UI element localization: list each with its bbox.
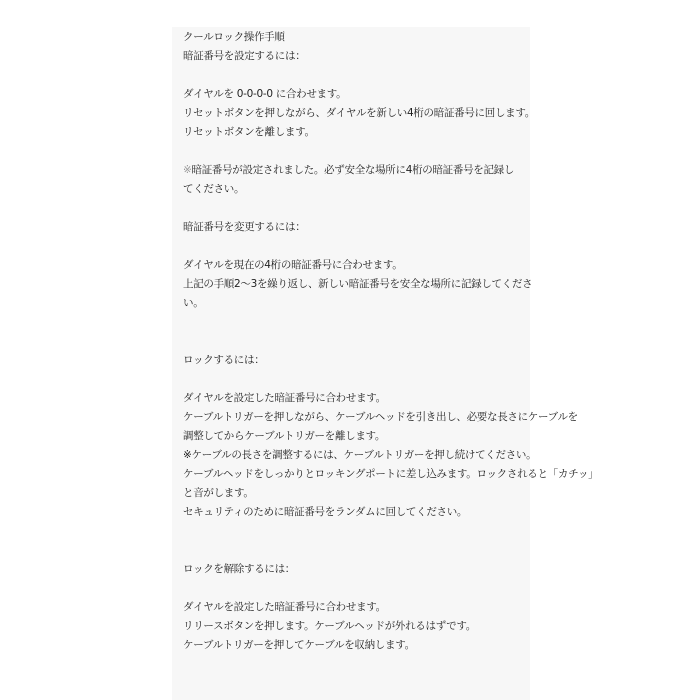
change-code-step-2-line-2: い。 [183, 297, 204, 309]
document-title: クールロック操作手順 [183, 31, 285, 43]
unlock-line-3: ケーブルトリガーを押してケーブルを収納します。 [183, 639, 415, 651]
set-code-step-1: ダイヤルを 0-0-0-0 に合わせます。 [183, 88, 347, 100]
unlock-line-2: リリースボタンを押します。ケーブルヘッドが外れるはずです。 [183, 620, 476, 632]
set-code-step-2: リセットボタンを押しながら、ダイヤルを新しい4桁の暗証番号に回します。 [183, 107, 535, 119]
lock-line-2: ケーブルトリガーを押しながら、ケーブルヘッドを引き出し、必要な長さにケーブルを [183, 411, 578, 423]
lock-line-3: 調整してからケーブルトリガーを離します。 [183, 430, 386, 442]
lock-line-4: ※ケーブルの長さを調整するには、ケーブルトリガーを押し続けてください。 [183, 449, 537, 461]
lock-line-1: ダイヤルを設定した暗証番号に合わせます。 [183, 392, 386, 404]
set-code-step-3: リセットボタンを離します。 [183, 126, 315, 138]
set-code-note-line-1 [183, 161, 528, 180]
lock-line-5: ケーブルヘッドをしっかりとロッキングポートに差し込みます。ロックされると「カチッ」 [183, 468, 599, 480]
note-mark: ※ [183, 164, 192, 176]
unlock-line-1: ダイヤルを設定した暗証番号に合わせます。 [183, 601, 386, 613]
change-code-step-1: ダイヤルを現在の4桁の暗証番号に合わせます。 [183, 259, 403, 271]
lock-line-6: と音がします。 [183, 487, 254, 499]
lock-line-7: セキュリティのために暗証番号をランダムに回してください。 [183, 506, 468, 518]
lock-heading: ロックするには： [183, 354, 265, 366]
unlock-heading: ロックを解除するには： [183, 563, 295, 575]
change-code-step-2-line-1: 上記の手順2～3を繰り返し、新しい暗証番号を安全な場所に記録してくださ [183, 278, 533, 290]
change-code-heading: 暗証番号を変更するには： [183, 221, 306, 233]
set-code-heading: 暗証番号を設定するには： [183, 50, 306, 62]
instructions-text [183, 28, 599, 655]
set-code-note-text: 暗証番号が設定されました。必ず安全な場所に4桁の暗証番号を記録し [191, 164, 515, 176]
set-code-note-line-2: てください。 [183, 183, 245, 195]
